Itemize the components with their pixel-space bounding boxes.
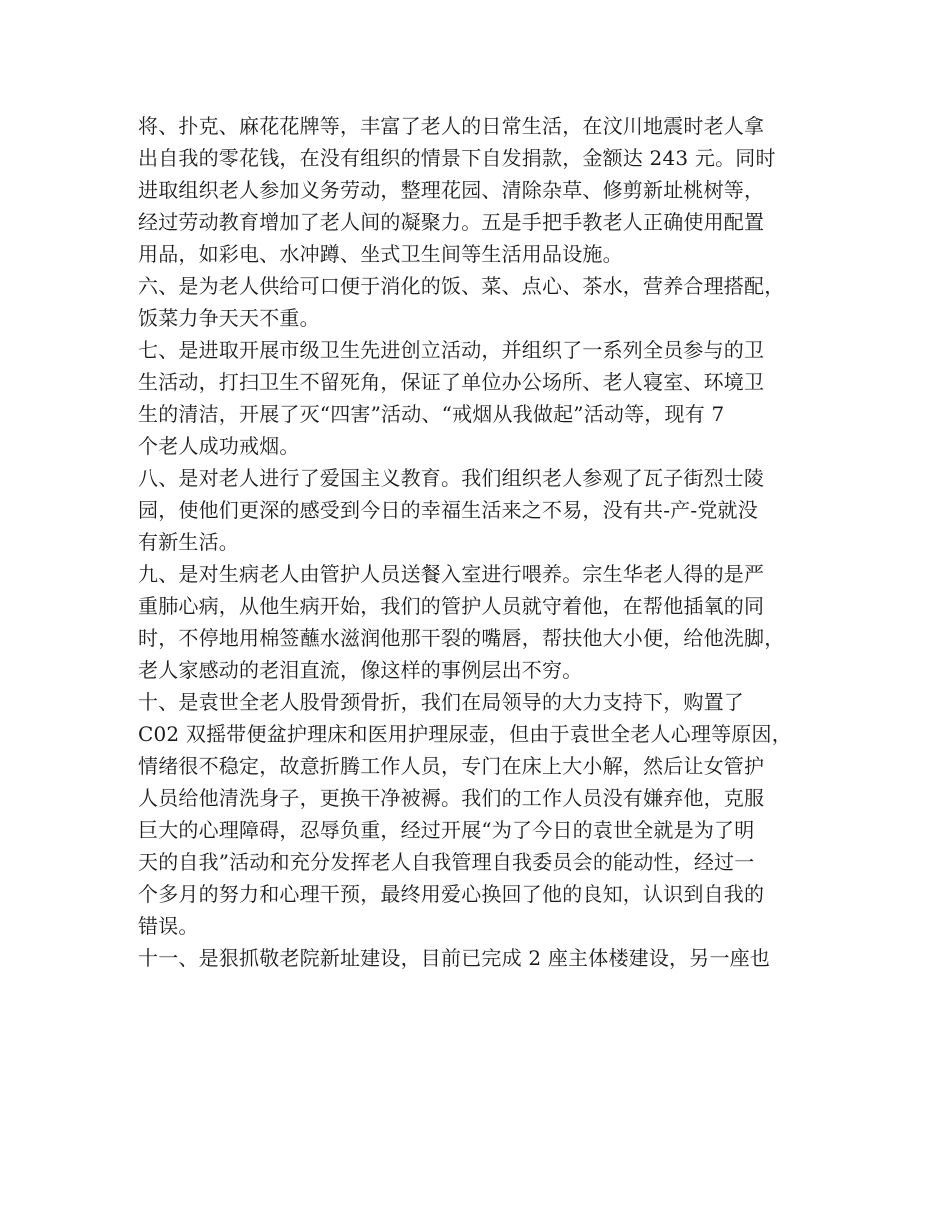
text-line: 十、是袁世全老人股骨颈骨折，我们在局领导的大力支持下，购置了 (138, 690, 744, 714)
text-line: 天的自我”活动和充分发挥老人自我管理自我委员会的能动性，经过一 (138, 850, 755, 874)
text-line: 时，不停地用棉签蘸水滋润他那干裂的嘴唇，帮扶他大小便，给他洗脚， (138, 626, 785, 650)
text-line: 十一、是狠抓敬老院新址建设，目前已完成 2 座主体楼建设，另一座也 (138, 946, 771, 970)
text-line: 进取组织老人参加义务劳动，整理花园、清除杂草、修剪新址桃树等， (138, 178, 765, 202)
text-line: 饭菜力争天天不重。 (138, 306, 320, 330)
text-line: 生活动，打扫卫生不留死角，保证了单位办公场所、老人寝室、环境卫 (138, 370, 765, 394)
text-line: 情绪很不稳定，故意折腾工作人员，专门在床上大小解，然后让女管护 (138, 754, 765, 778)
text-line: 九、是对生病老人由管护人员送餐入室进行喂养。宗生华老人得的是严 (138, 562, 765, 586)
text-line: 错误。 (138, 914, 199, 938)
body-text (138, 110, 828, 974)
text-line: 个多月的努力和心理干预，最终用爱心换回了他的良知，认识到自我的 (138, 882, 765, 906)
text-line: 老人家感动的老泪直流，像这样的事例层出不穷。 (138, 658, 583, 682)
text-line: 重肺心病，从他生病开始，我们的管护人员就守着他，在帮他插氧的同 (138, 594, 765, 618)
text-line: 七、是进取开展市级卫生先进创立活动，并组织了一系列全员参与的卫 (138, 338, 765, 362)
text-line: 将、扑克、麻花花牌等，丰富了老人的日常生活，在汶川地震时老人拿 (138, 114, 765, 138)
text-line: 巨大的心理障碍，忍辱负重，经过开展“为了今日的袁世全就是为了明 (138, 818, 755, 842)
text-line: 八、是对老人进行了爱国主义教育。我们组织老人参观了瓦子街烈士陵 (138, 466, 765, 490)
text-line: 用品，如彩电、水冲蹲、坐式卫生间等生活用品设施。 (138, 242, 623, 266)
text-line: 经过劳动教育增加了老人间的凝聚力。五是手把手教老人正确使用配置 (138, 210, 765, 234)
text-line: 出自我的零花钱，在没有组织的情景下自发捐款，金额达 243 元。同时 (138, 146, 776, 170)
text-line: 人员给他清洗身子，更换干净被褥。我们的工作人员没有嫌弃他，克服 (138, 786, 765, 810)
text-line: 六、是为老人供给可口便于消化的饭、菜、点心、茶水，营养合理搭配， (138, 274, 785, 298)
text-line: C02 双摇带便盆护理床和医用护理尿壶，但由于袁世全老人心理等原因， (138, 722, 792, 746)
text-line: 个老人成功戒烟。 (138, 434, 300, 458)
text-line: 生的清洁，开展了灭“四害”活动、“戒烟从我做起”活动等，现有 7 (138, 402, 725, 426)
text-line: 园，使他们更深的感受到今日的幸福生活来之不易，没有共-产-党就没 (138, 498, 758, 522)
text-line: 有新生活。 (138, 530, 239, 554)
